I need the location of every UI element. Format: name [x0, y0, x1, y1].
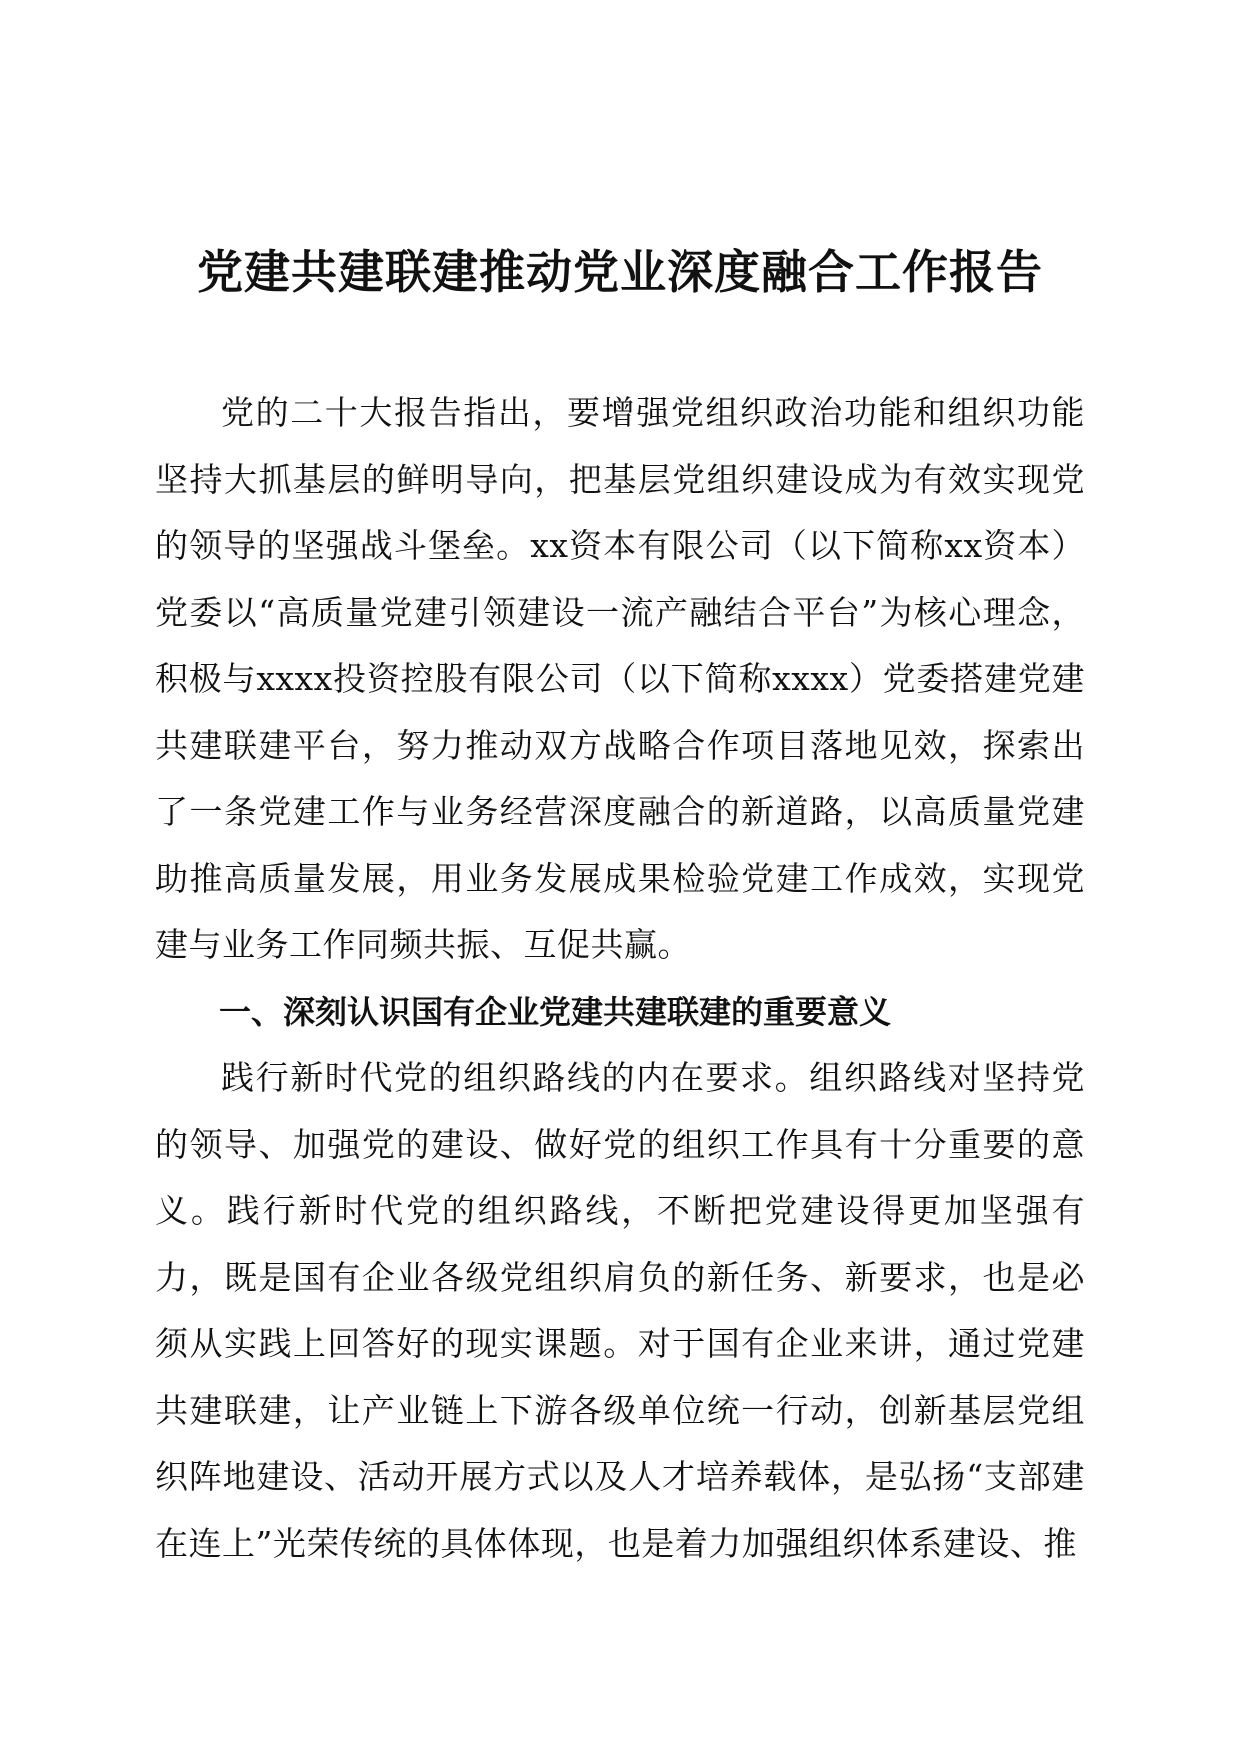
document-title: 党建共建联建推动党业深度融合工作报告 — [197, 245, 1043, 299]
section-paragraph: 践行新时代党的组织路线的内在要求。组织路线对坚持党的领导、加强党的建设、做好党的组织工作具有十分重要的意义。践行新时代党的组织路线，不断把党建设得更加坚强有力，既是国有企业各级党组织肩负的新任务、新要求，也是必须从实践上回答好的现实课题。对于国有企业来讲，通过党建共建联建，让产业链上下游各级单位统一行动，创新基层党组织阵地建设、活动开展方式以及人才培养载体，是弘扬“支部建在连上”光荣传统的具体体现，也是着力加强组织体系建设、推 — [155, 1058, 1085, 1563]
document-body — [155, 380, 1085, 1577]
intro-paragraph: 党的二十大报告指出，要增强党组织政治功能和组织功能坚持大抓基层的鲜明导向，把基层党组织建设成为有效实现党的领导的坚强战斗堡垒。xx资本有限公司（以下简称xx资本）党委以“高质量党建引领建设一流产融结合平台”为核心理念，积极与xxxx投资控股有限公司（以下简称xxxx）党委搭建党建共建联建平台，努力推动双方战略合作项目落地见效，探索出了一条党建工作与业务经营深度融合的新道路，以高质量党建助推高质量发展，用业务发展成果检验党建工作成效，实现党建与业务工作同频共振、互促共赢。 — [155, 393, 1085, 964]
section-heading: 一、深刻认识国有企业党建共建联建的重要意义 — [219, 992, 892, 1031]
